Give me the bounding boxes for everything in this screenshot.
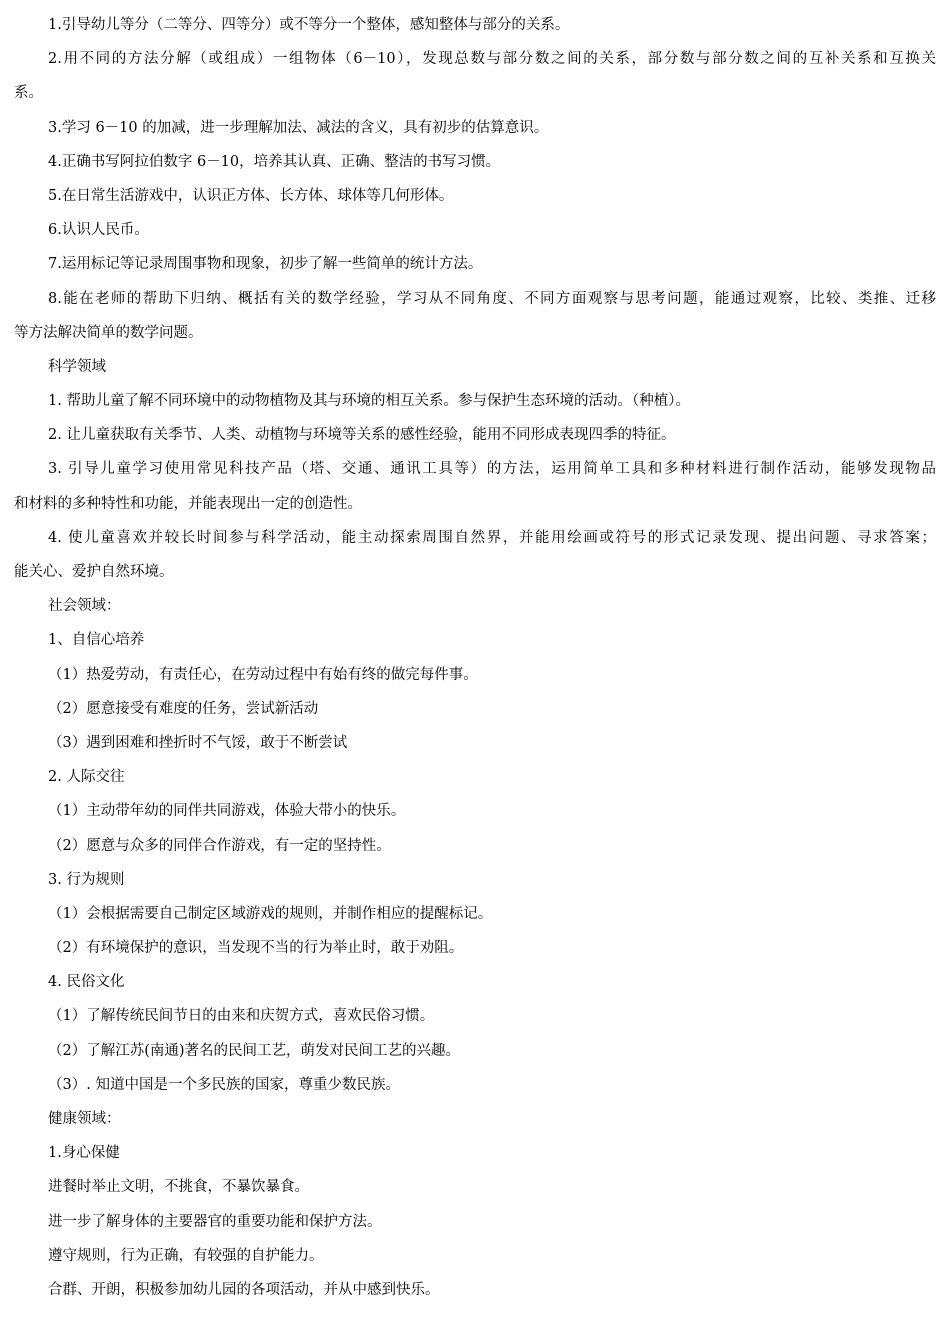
paragraph-line: 4. 使儿童喜欢并较长时间参与科学活动，能主动探索周围自然界，并能用绘画或符号的形式记录发现、提出问题、寻求答案； xyxy=(48,529,936,546)
list-item: （2）了解江苏(南通)著名的民间工艺，萌发对民间工艺的兴趣。 xyxy=(48,1042,461,1059)
list-item: 遵守规则，行为正确，有较强的自护能力。 xyxy=(48,1247,324,1264)
paragraph-line: 1. 帮助儿童了解不同环境中的动物植物及其与环境的相互关系。参与保护生态环境的活动。（种植）。 xyxy=(48,393,690,410)
list-item: （2）愿意与众多的同伴合作游戏，有一定的坚持性。 xyxy=(48,837,391,854)
subheading: 3. 行为规则 xyxy=(48,871,125,888)
paragraph-line: 7.运用标记等记录周围事物和现象，初步了解一些简单的统计方法。 xyxy=(48,256,483,273)
paragraph-line: 和材料的多种特性和功能，并能表现出一定的创造性。 xyxy=(14,495,362,512)
list-item: （1）了解传统民间节日的由来和庆贺方式，喜欢民俗习惯。 xyxy=(48,1008,435,1025)
paragraph-line: 8.能在老师的帮助下归纳、概括有关的数学经验，学习从不同角度、不同方面观察与思考问题，能通过观察，比较、类推、迁移 xyxy=(48,290,936,307)
list-item: 进餐时举止文明，不挑食，不暴饮暴食。 xyxy=(48,1179,309,1196)
paragraph-line: 6.认识人民币。 xyxy=(48,222,149,239)
paragraph-line: 1.引导幼儿等分（二等分、四等分）或不等分一个整体，感知整体与部分的关系。 xyxy=(48,17,570,33)
list-item: （3）遇到困难和挫折时不气馁，敢于不断尝试 xyxy=(48,734,348,751)
list-item: （2）愿意接受有难度的任务，尝试新活动 xyxy=(48,700,319,717)
paragraph-line: 2. 让儿童获取有关季节、人类、动植物与环境等关系的感性经验，能用不同形成表现四季的特征。 xyxy=(48,427,676,444)
paragraph-line: 2.用不同的方法分解（或组成）一组物体（6－10），发现总数与部分数之间的关系，部分数与部分数之间的互补关系和互换关 xyxy=(48,51,936,68)
paragraph-line: 系。 xyxy=(14,85,43,102)
paragraph-line: 5.在日常生活游戏中，认识正方体、长方体、球体等几何形体。 xyxy=(48,187,454,204)
subheading: 1.身心保健 xyxy=(48,1145,120,1162)
paragraph-line: 4.正确书写阿拉伯数字 6－10，培养其认真、正确、整洁的书写习惯。 xyxy=(48,153,501,170)
science-section xyxy=(14,350,936,589)
list-item: （1）会根据需要自己制定区域游戏的规则，并制作相应的提醒标记。 xyxy=(48,905,493,922)
list-item: （1）主动带年幼的同伴共同游戏，体验大带小的快乐。 xyxy=(48,803,406,820)
list-item: （3）. 知道中国是一个多民族的国家，尊重少数民族。 xyxy=(48,1076,400,1093)
social-section xyxy=(14,589,936,1102)
list-item: 合群、开朗，积极参加幼儿园的各项活动，并从中感到快乐。 xyxy=(48,1281,440,1298)
list-item: （1）热爱劳动，有责任心，在劳动过程中有始有终的做完每件事。 xyxy=(48,666,478,683)
section-heading: 健康领域： xyxy=(48,1111,121,1127)
list-item: 进一步了解身体的主要器官的重要功能和保护方法。 xyxy=(48,1213,382,1230)
subheading: 1、自信心培养 xyxy=(48,632,145,649)
subheading: 2. 人际交往 xyxy=(48,769,125,786)
paragraph-line: 3.学习 6－10 的加减，进一步理解加法、减法的含义，具有初步的估算意识。 xyxy=(48,119,549,136)
list-item: （2）有环境保护的意识，当发现不当的行为举止时，敢于劝阻。 xyxy=(48,940,464,957)
math-section xyxy=(14,8,936,350)
health-section xyxy=(14,1102,936,1307)
paragraph-line: 等方法解决简单的数学问题。 xyxy=(14,324,203,341)
paragraph-line: 能关心、爱护自然环境。 xyxy=(14,564,174,580)
subheading: 4. 民俗文化 xyxy=(48,974,125,991)
section-heading: 社会领域： xyxy=(48,598,121,615)
paragraph-line: 3. 引导儿童学习使用常见科技产品（塔、交通、通讯工具等）的方法，运用简单工具和多种材料进行制作活动，能够发现物品 xyxy=(48,461,936,478)
section-heading: 科学领域 xyxy=(48,358,106,375)
